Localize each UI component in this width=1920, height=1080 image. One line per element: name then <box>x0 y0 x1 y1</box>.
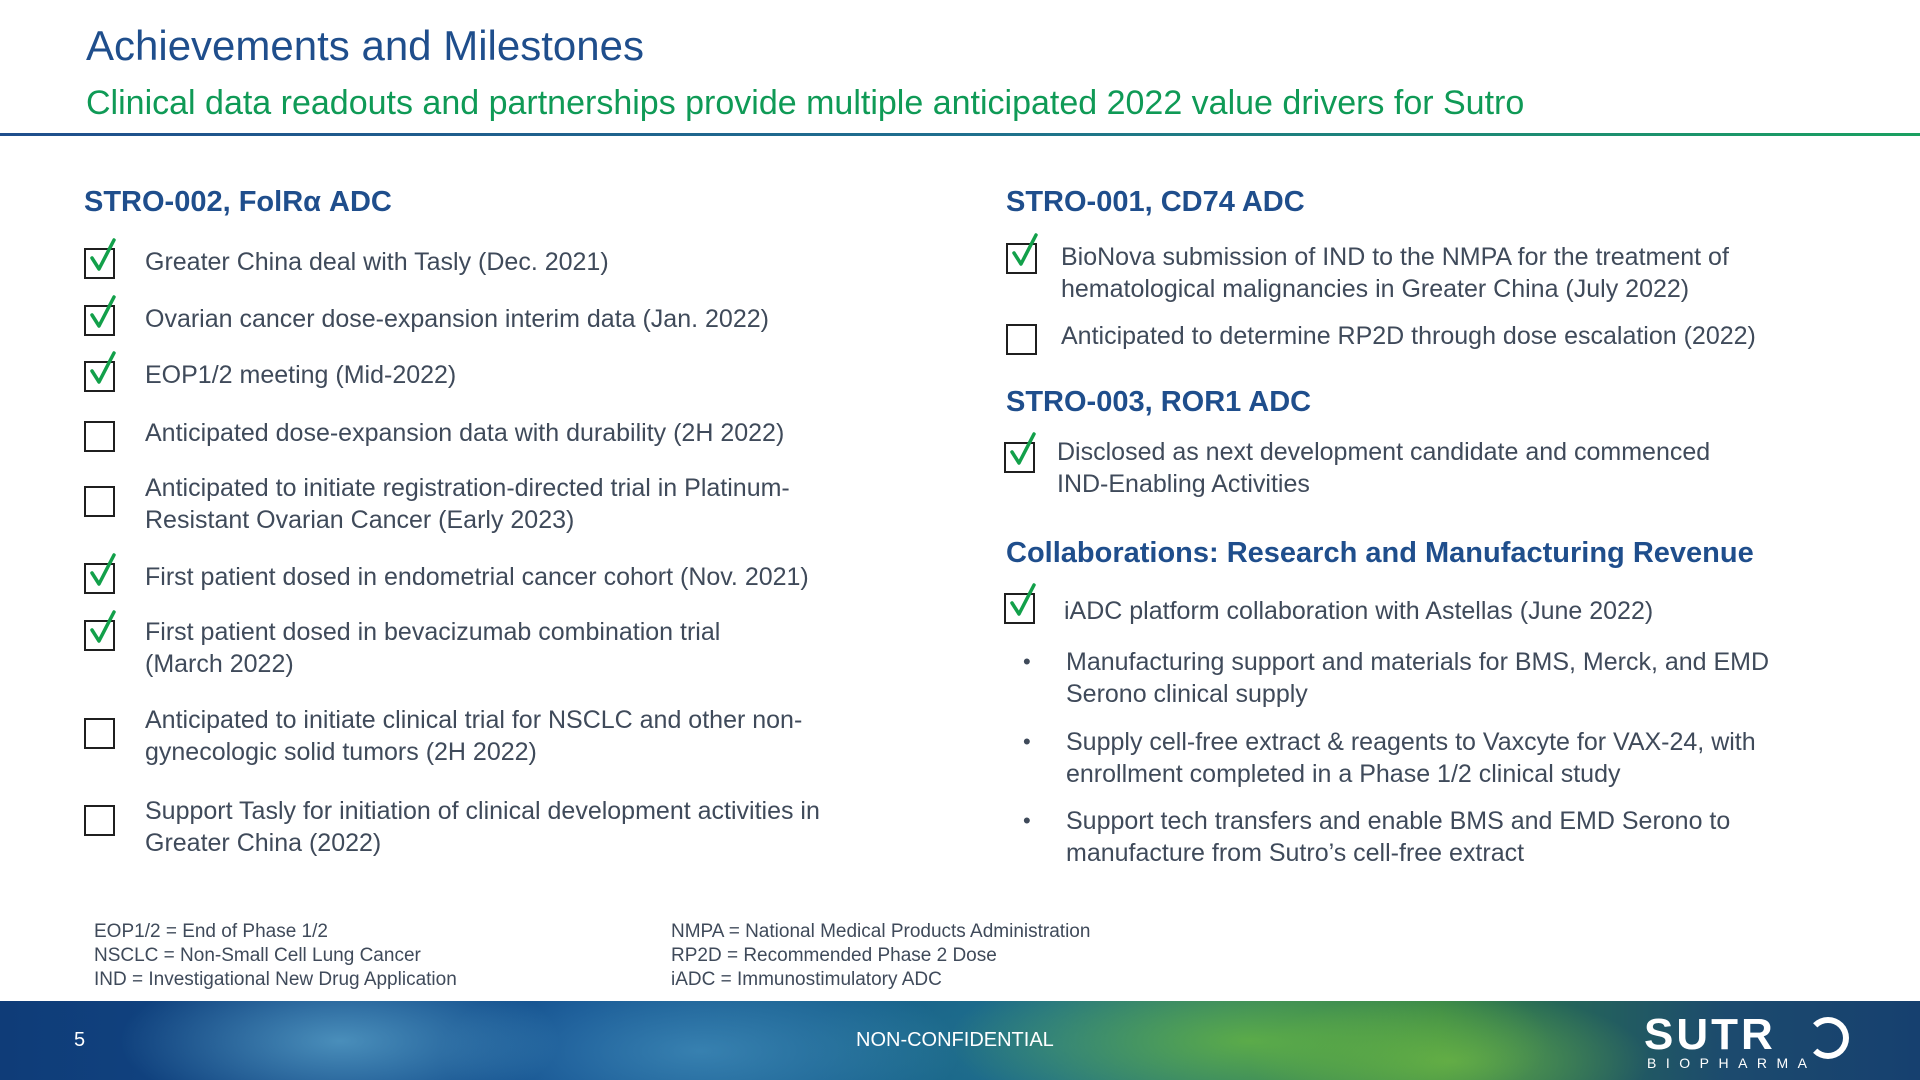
slide-subtitle: Clinical data readouts and partnerships provide multiple anticipated 2022 value drivers for Sutro <box>86 84 1525 122</box>
footnotes-right <box>671 920 1090 992</box>
checked-checkbox-icon <box>1004 442 1035 473</box>
item-text-line: Ovarian cancer dose-expansion interim data (Jan. 2022) <box>145 305 769 333</box>
item-text <box>1064 595 1653 627</box>
sutro-biopharma-logo <box>1644 1010 1864 1073</box>
checked-checkbox-icon <box>1004 593 1035 624</box>
item-text-line: hematological malignancies in Greater China (July 2022) <box>1061 275 1690 303</box>
item-text <box>145 704 802 768</box>
item-text-line: Greater China deal with Tasly (Dec. 2021) <box>145 248 609 276</box>
item-text-line: BioNova submission of IND to the NMPA for the treatment of <box>1061 243 1729 271</box>
stro-001-heading: STRO-001, CD74 ADC <box>1006 186 1305 218</box>
confidentiality-label: NON-CONFIDENTIAL <box>856 1029 1054 1051</box>
item-text <box>1061 320 1756 352</box>
footnotes-left <box>94 920 457 992</box>
collaborations-heading: Collaborations: Research and Manufacturing Revenue <box>1006 537 1754 569</box>
bullet-icon: • <box>1023 808 1031 833</box>
item-text <box>1066 805 1730 869</box>
logo-o-ring-icon <box>1807 1017 1849 1059</box>
item-text <box>1066 726 1756 790</box>
item-text <box>1061 241 1729 305</box>
item-text <box>145 303 769 335</box>
item-text-line: Serono clinical supply <box>1066 680 1308 708</box>
item-text-line: First patient dosed in bevacizumab combination trial <box>145 618 721 646</box>
logo-subtitle: BIOPHARMA <box>1647 1055 1817 1071</box>
checked-checkbox-icon <box>1006 243 1037 274</box>
item-text <box>145 417 784 449</box>
item-text-line: Support tech transfers and enable BMS and EMD Serono to <box>1066 807 1731 835</box>
item-text-line: enrollment completed in a Phase 1/2 clinical study <box>1066 760 1621 788</box>
item-text-line: Greater China (2022) <box>145 829 382 857</box>
unchecked-checkbox-icon <box>84 718 115 749</box>
item-text-line: Supply cell-free extract & reagents to Vaxcyte for VAX-24, with <box>1066 728 1756 756</box>
bullet-icon: • <box>1023 729 1031 754</box>
item-text <box>1057 436 1710 500</box>
bullet-icon: • <box>1023 649 1031 674</box>
item-text-line: Manufacturing support and materials for BMS, Merck, and EMD <box>1066 648 1770 676</box>
footnote-line: EOP1/2 = End of Phase 1/2 <box>94 921 328 942</box>
item-text-line: EOP1/2 meeting (Mid-2022) <box>145 361 457 389</box>
item-text <box>145 795 820 859</box>
logo-wordmark: SUTR <box>1644 1010 1776 1059</box>
stro-002-section <box>84 186 884 857</box>
footnote-line: IND = Investigational New Drug Application <box>94 969 457 990</box>
item-text <box>145 246 609 278</box>
item-text <box>1066 646 1769 710</box>
item-text-line: gynecologic solid tumors (2H 2022) <box>145 738 537 766</box>
footnote-line: iADC = Immunostimulatory ADC <box>671 969 942 990</box>
footer-banner <box>0 1001 1920 1080</box>
item-text-line: manufacture from Sutro’s cell-free extract <box>1066 839 1525 867</box>
checked-checkbox-icon <box>84 248 115 279</box>
stro-003-heading: STRO-003, ROR1 ADC <box>1006 386 1312 418</box>
checked-checkbox-icon <box>84 361 115 392</box>
item-text-line: Anticipated to determine RP2D through dose escalation (2022) <box>1061 322 1756 350</box>
stro-002-heading: STRO-002, FolRα ADC <box>84 186 392 218</box>
footnote-line: NSCLC = Non-Small Cell Lung Cancer <box>94 945 421 966</box>
item-text-line: IND-Enabling Activities <box>1057 470 1310 498</box>
checked-checkbox-icon <box>84 563 115 594</box>
page-number: 5 <box>74 1029 86 1051</box>
unchecked-checkbox-icon <box>1006 324 1037 355</box>
unchecked-checkbox-icon <box>84 805 115 836</box>
footnote-line: RP2D = Recommended Phase 2 Dose <box>671 945 997 966</box>
slide-title: Achievements and Milestones <box>86 22 644 69</box>
item-text-line: Disclosed as next development candidate and commenced <box>1057 438 1711 466</box>
item-text-line: (March 2022) <box>145 650 294 678</box>
unchecked-checkbox-icon <box>84 486 115 517</box>
checked-checkbox-icon <box>84 305 115 336</box>
item-text-line: Anticipated to initiate clinical trial for NSCLC and other non- <box>145 706 803 734</box>
unchecked-checkbox-icon <box>84 421 115 452</box>
item-text-line: First patient dosed in endometrial cancer cohort (Nov. 2021) <box>145 563 809 591</box>
item-text <box>145 561 809 593</box>
item-text-line: Anticipated dose-expansion data with durability (2H 2022) <box>145 419 785 447</box>
header-divider <box>0 133 1920 136</box>
footnote-line: NMPA = National Medical Products Administration <box>671 921 1091 942</box>
right-column <box>1006 186 1856 867</box>
item-text <box>145 359 456 391</box>
item-text-line: Anticipated to initiate registration-directed trial in Platinum- <box>145 474 790 502</box>
checked-checkbox-icon <box>84 620 115 651</box>
item-text <box>145 472 790 536</box>
item-text-line: Support Tasly for initiation of clinical development activities in <box>145 797 820 825</box>
item-text-line: iADC platform collaboration with Astellas (June 2022) <box>1064 597 1654 625</box>
item-text-line: Resistant Ovarian Cancer (Early 2023) <box>145 506 575 534</box>
item-text <box>145 616 720 680</box>
